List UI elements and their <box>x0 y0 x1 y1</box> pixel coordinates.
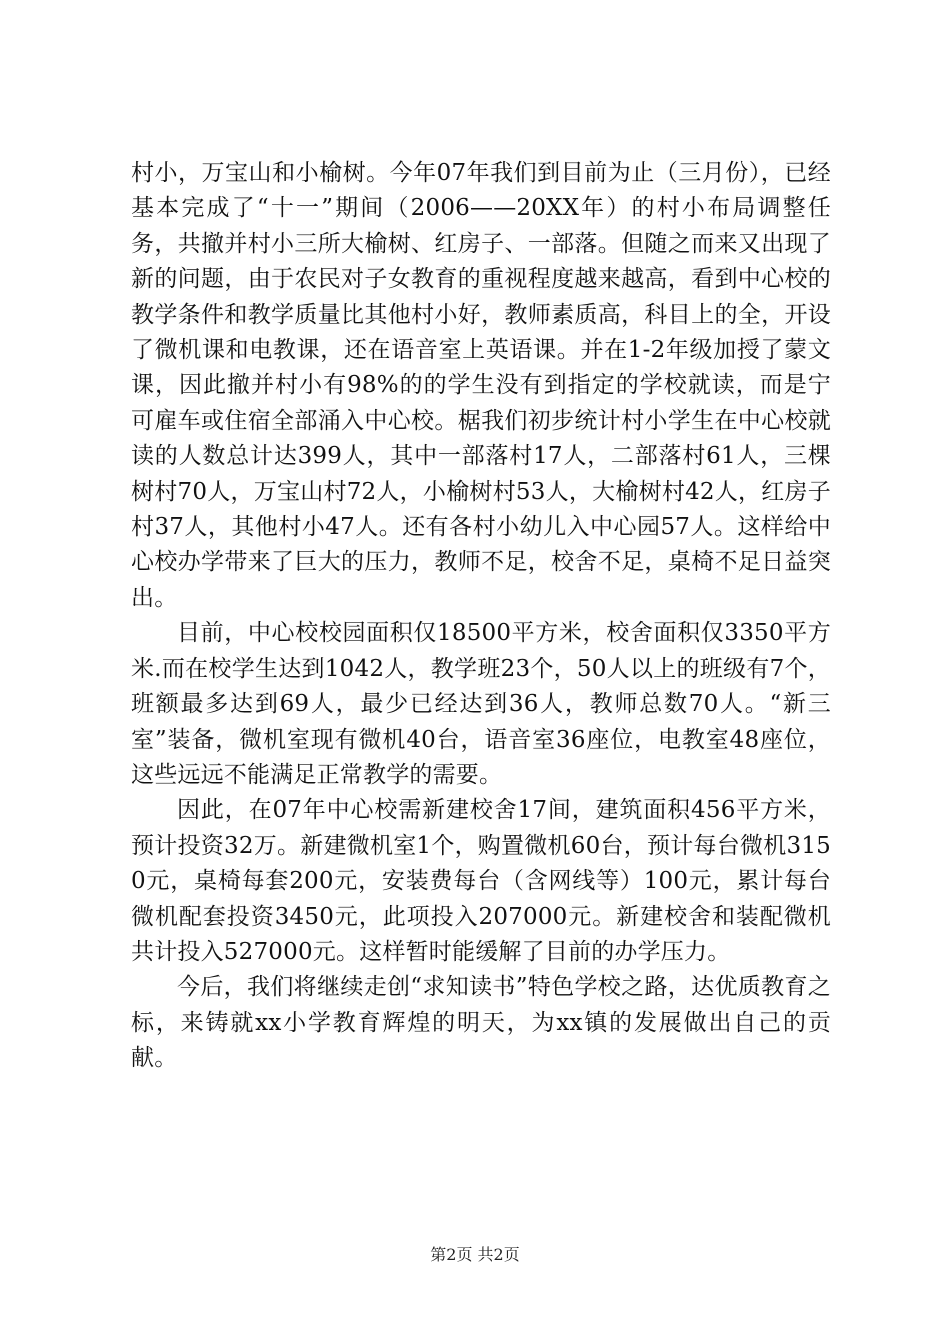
paragraph-4: 今后，我们将继续走创“求知读书”特色学校之路，达优质教育之标，来铸就xx小学教育辉煌的明天，为xx镇的发展做出自己的贡献。 <box>131 974 831 1072</box>
paragraph-3: 因此，在07年中心校需新建校舍17间，建筑面积456平方米，预计投资32万。新建微机室1个，购置微机60台，预计每台微机3150元，桌椅每套200元，安装费每台（含网线等）100元，累计每台微机配套投资3450元，此项投入207000元。新建校舍和装配微机共计投入527000元。这样暂时能缓解了目前的办学压力。 <box>131 797 831 965</box>
paragraph-1: 村小，万宝山和小榆树。今年07年我们到目前为止（三月份），已经基本完成了“十一”期间（2006——20XX年）的村小布局调整任务，共撤并村小三所大榆树、红房子、一部落。但随之而来又出现了新的问题，由于农民对子女教育的重视程度越来越高，看到中心校的教学条件和教学质量比其他村小好，教师素质高，科目上的全，开设了微机课和电教课，还在语音室上英语课。并在1-2年级加授了蒙文课，因此撤并村小有98%的的学生没有到指定的学校就读，而是宁可雇车或住宿全部涌入中心校。椐我们初步统计村小学生在中心校就读的人数总计达399人，其中一部落村17人，二部落村61人，三棵树村70人，万宝山村72人，小榆树村53人，大榆树村42人，红房子村37人，其他村小47人。还有各村小幼儿入中心园57人。这样给中心校办学带来了巨大的压力，教师不足，校舍不足，桌椅不足日益突出。 <box>131 160 831 611</box>
paragraph-2: 目前，中心校校园面积仅18500平方米，校舍面积仅3350平方米.而在校学生达到1042人，教学班23个，50人以上的班级有7个，班额最多达到69人，最少已经达到36人，教师总数70人。“新三室”装备，微机室现有微机40台，语音室36座位，电教室48座位，这些远远不能满足正常教学的需要。 <box>131 620 831 788</box>
document-body <box>131 156 831 1077</box>
page-footer: 第2页 共2页 <box>430 1245 520 1264</box>
